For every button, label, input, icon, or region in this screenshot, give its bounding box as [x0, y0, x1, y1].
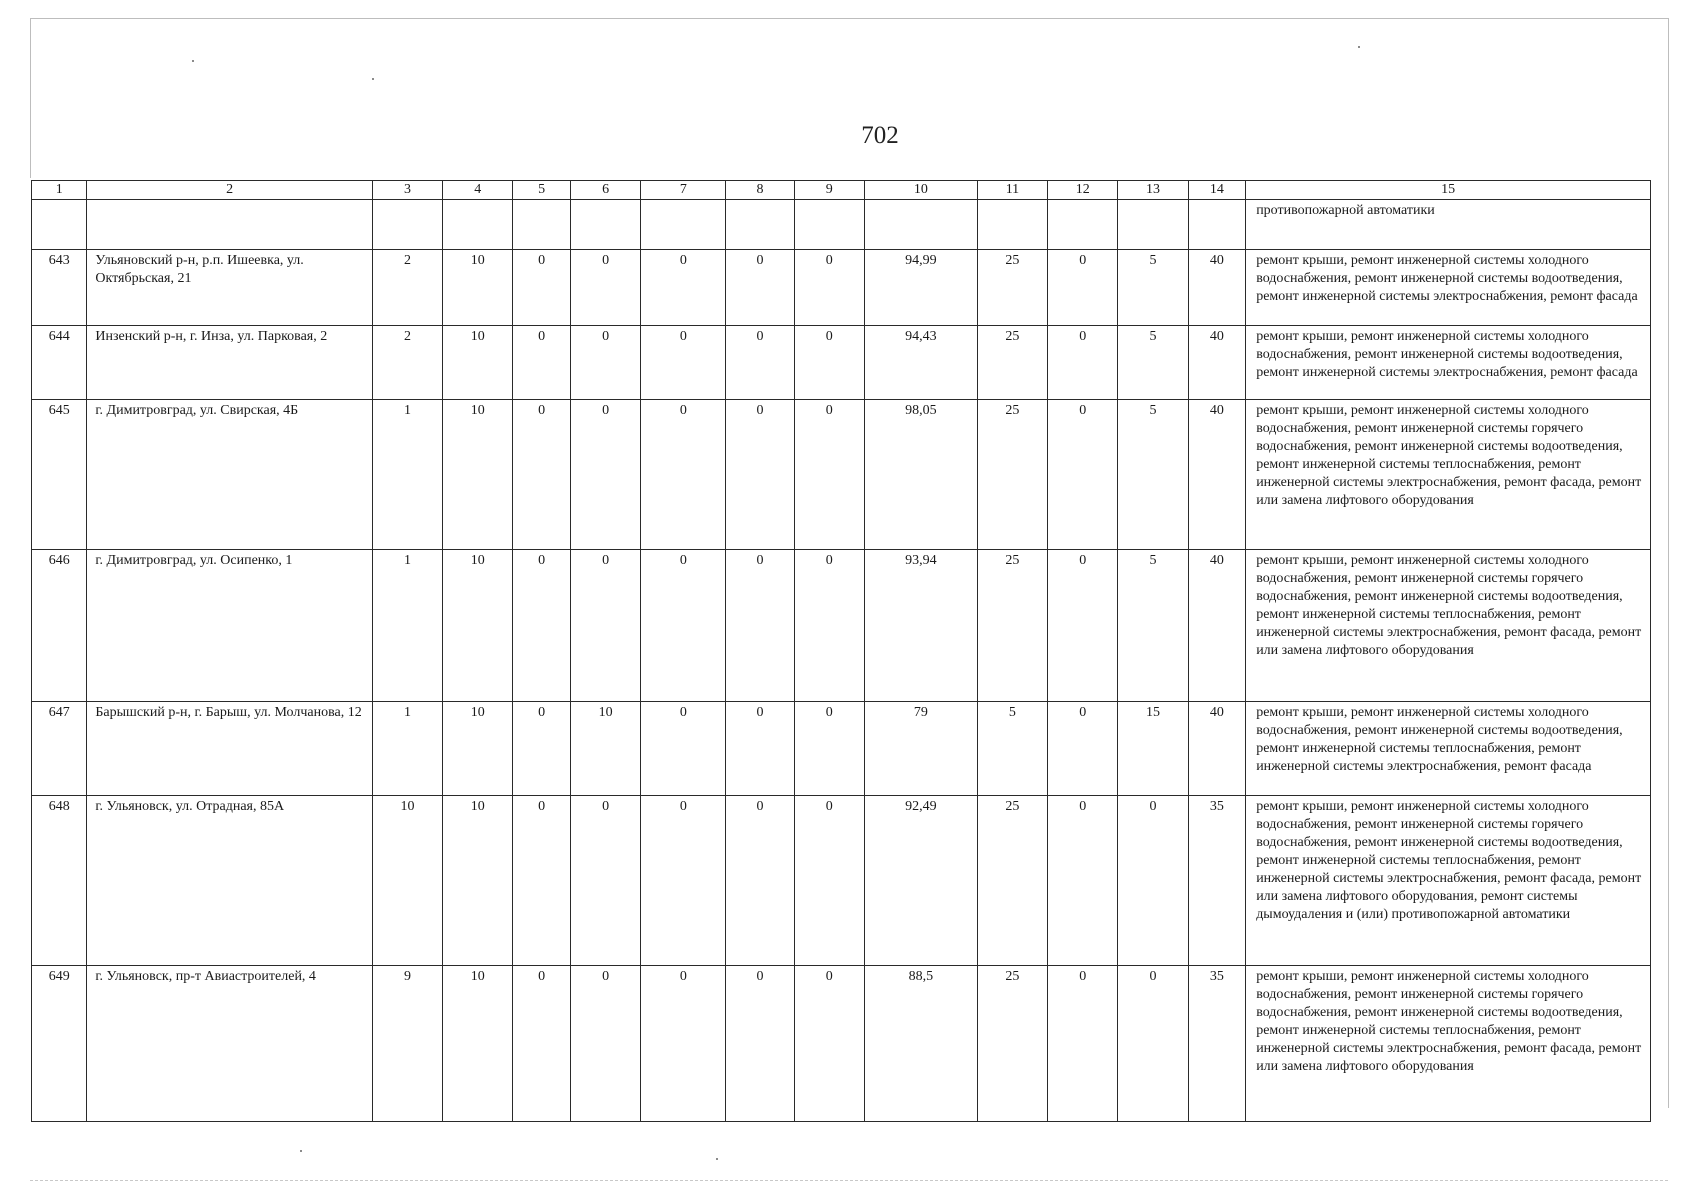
- value-cell: 25: [977, 250, 1047, 326]
- row-number: 646: [32, 550, 87, 702]
- column-header: 14: [1188, 181, 1246, 200]
- column-header: 3: [372, 181, 442, 200]
- value-cell: 15: [1118, 702, 1188, 796]
- value-cell: 0: [726, 966, 794, 1122]
- value-cell: 0: [570, 326, 640, 400]
- scan-speck: [300, 1150, 302, 1152]
- scan-frame-left: [30, 18, 31, 178]
- value-cell: 0: [1048, 326, 1118, 400]
- column-header: 1: [32, 181, 87, 200]
- value-cell: 40: [1188, 550, 1246, 702]
- column-header: 15: [1246, 181, 1651, 200]
- table-cell: [977, 200, 1047, 250]
- scan-frame-top: [30, 18, 1668, 19]
- continuation-row: [32, 200, 1651, 250]
- value-cell: 98,05: [864, 400, 977, 550]
- value-cell: 0: [570, 966, 640, 1122]
- value-cell: 0: [726, 702, 794, 796]
- value-cell: 5: [977, 702, 1047, 796]
- scan-frame-right: [1668, 18, 1669, 1108]
- table-row: [32, 400, 1651, 550]
- value-cell: 5: [1118, 326, 1188, 400]
- value-cell: 0: [794, 550, 864, 702]
- address-cell: г. Ульяновск, ул. Отрадная, 85А: [87, 796, 372, 966]
- scan-speck: [192, 60, 194, 62]
- column-header: 9: [794, 181, 864, 200]
- value-cell: 88,5: [864, 966, 977, 1122]
- scan-speck: [372, 78, 374, 80]
- value-cell: 0: [513, 966, 571, 1122]
- value-cell: 0: [513, 326, 571, 400]
- value-cell: 40: [1188, 400, 1246, 550]
- address-cell: Инзенский р-н, г. Инза, ул. Парковая, 2: [87, 326, 372, 400]
- value-cell: 35: [1188, 796, 1246, 966]
- row-number: 643: [32, 250, 87, 326]
- table-row: [32, 326, 1651, 400]
- row-number: 649: [32, 966, 87, 1122]
- address-cell: г. Димитровград, ул. Осипенко, 1: [87, 550, 372, 702]
- value-cell: 0: [794, 326, 864, 400]
- address-cell: Барышский р-н, г. Барыш, ул. Молчанова, 12: [87, 702, 372, 796]
- table-cell: [794, 200, 864, 250]
- value-cell: 10: [443, 250, 513, 326]
- value-cell: 0: [641, 550, 726, 702]
- column-header: 13: [1118, 181, 1188, 200]
- scan-speck: [1358, 46, 1360, 48]
- value-cell: 35: [1188, 966, 1246, 1122]
- repair-program-table: [31, 180, 1651, 1122]
- value-cell: 0: [726, 250, 794, 326]
- value-cell: 0: [570, 550, 640, 702]
- value-cell: 0: [1048, 966, 1118, 1122]
- table-row: [32, 702, 1651, 796]
- value-cell: 0: [641, 796, 726, 966]
- column-number-row: [32, 181, 1651, 200]
- value-cell: 25: [977, 550, 1047, 702]
- value-cell: 0: [513, 550, 571, 702]
- value-cell: 0: [1048, 250, 1118, 326]
- page-number: 702: [861, 122, 899, 149]
- works-cell: ремонт крыши, ремонт инженерной системы холодного водоснабжения, ремонт инженерной системы водоотведения, ремонт инженерной системы теплоснабжения, ремонт инженерной системы электроснабжения, ремонт фасада: [1246, 702, 1651, 796]
- value-cell: 0: [513, 702, 571, 796]
- address-cell: г. Димитровград, ул. Свирская, 4Б: [87, 400, 372, 550]
- value-cell: 0: [513, 400, 571, 550]
- value-cell: 0: [570, 400, 640, 550]
- value-cell: 0: [794, 702, 864, 796]
- row-number: 645: [32, 400, 87, 550]
- value-cell: 0: [513, 796, 571, 966]
- value-cell: 2: [372, 326, 442, 400]
- value-cell: 0: [1048, 702, 1118, 796]
- works-cell: ремонт крыши, ремонт инженерной системы холодного водоснабжения, ремонт инженерной системы горячего водоснабжения, ремонт инженерной системы водоотведения, ремонт инженерной системы теплоснабжения, ремонт инженерной системы электроснабжения, ремонт фасада, ремонт или замена лифтового оборудования, ремонт системы дымоудаления и (или) противопожарной автоматики: [1246, 796, 1651, 966]
- table-cell: [1048, 200, 1118, 250]
- table-cell: [864, 200, 977, 250]
- table-cell: [1188, 200, 1246, 250]
- value-cell: 0: [726, 796, 794, 966]
- table-cell: [32, 200, 87, 250]
- works-cell: ремонт крыши, ремонт инженерной системы холодного водоснабжения, ремонт инженерной системы горячего водоснабжения, ремонт инженерной системы водоотведения, ремонт инженерной системы теплоснабжения, ремонт инженерной системы электроснабжения, ремонт фасада, ремонт или замена лифтового оборудования: [1246, 966, 1651, 1122]
- value-cell: 10: [443, 550, 513, 702]
- value-cell: 92,49: [864, 796, 977, 966]
- row-number: 648: [32, 796, 87, 966]
- value-cell: 0: [726, 326, 794, 400]
- value-cell: 25: [977, 326, 1047, 400]
- address-cell: Ульяновский р-н, р.п. Ишеевка, ул. Октябрьская, 21: [87, 250, 372, 326]
- table-row: [32, 250, 1651, 326]
- value-cell: 93,94: [864, 550, 977, 702]
- value-cell: 0: [1048, 796, 1118, 966]
- scan-speck: [716, 1158, 718, 1160]
- value-cell: 10: [443, 966, 513, 1122]
- column-header: 11: [977, 181, 1047, 200]
- value-cell: 0: [570, 250, 640, 326]
- value-cell: 0: [1048, 550, 1118, 702]
- value-cell: 1: [372, 400, 442, 550]
- value-cell: 79: [864, 702, 977, 796]
- value-cell: 10: [443, 702, 513, 796]
- value-cell: 94,99: [864, 250, 977, 326]
- value-cell: 0: [641, 966, 726, 1122]
- value-cell: 1: [372, 550, 442, 702]
- value-cell: 25: [977, 966, 1047, 1122]
- works-cell: ремонт крыши, ремонт инженерной системы холодного водоснабжения, ремонт инженерной системы водоотведения, ремонт инженерной системы электроснабжения, ремонт фасада: [1246, 326, 1651, 400]
- value-cell: 94,43: [864, 326, 977, 400]
- value-cell: 5: [1118, 550, 1188, 702]
- value-cell: 0: [513, 250, 571, 326]
- value-cell: 0: [794, 796, 864, 966]
- value-cell: 10: [443, 400, 513, 550]
- address-cell: г. Ульяновск, пр-т Авиастроителей, 4: [87, 966, 372, 1122]
- value-cell: 1: [372, 702, 442, 796]
- value-cell: 0: [1118, 796, 1188, 966]
- column-header: 6: [570, 181, 640, 200]
- table-cell: [87, 200, 372, 250]
- value-cell: 0: [794, 966, 864, 1122]
- value-cell: 5: [1118, 400, 1188, 550]
- value-cell: 25: [977, 796, 1047, 966]
- column-header: 5: [513, 181, 571, 200]
- value-cell: 0: [1048, 400, 1118, 550]
- scan-frame-bottom: [30, 1180, 1668, 1181]
- column-header: 10: [864, 181, 977, 200]
- works-cell: ремонт крыши, ремонт инженерной системы холодного водоснабжения, ремонт инженерной системы горячего водоснабжения, ремонт инженерной системы водоотведения, ремонт инженерной системы теплоснабжения, ремонт инженерной системы электроснабжения, ремонт фасада, ремонт или замена лифтового оборудования: [1246, 550, 1651, 702]
- value-cell: 40: [1188, 702, 1246, 796]
- value-cell: 25: [977, 400, 1047, 550]
- column-header: 4: [443, 181, 513, 200]
- works-cell: ремонт крыши, ремонт инженерной системы холодного водоснабжения, ремонт инженерной системы горячего водоснабжения, ремонт инженерной системы водоотведения, ремонт инженерной системы теплоснабжения, ремонт инженерной системы электроснабжения, ремонт фасада, ремонт или замена лифтового оборудования: [1246, 400, 1651, 550]
- value-cell: 5: [1118, 250, 1188, 326]
- table-cell: [443, 200, 513, 250]
- column-header: 8: [726, 181, 794, 200]
- value-cell: 10: [443, 796, 513, 966]
- value-cell: 9: [372, 966, 442, 1122]
- value-cell: 0: [641, 250, 726, 326]
- value-cell: 0: [794, 400, 864, 550]
- works-cell: противопожарной автоматики: [1246, 200, 1651, 250]
- value-cell: 0: [726, 550, 794, 702]
- column-header: 12: [1048, 181, 1118, 200]
- table-row: [32, 796, 1651, 966]
- value-cell: 0: [726, 400, 794, 550]
- table-cell: [1118, 200, 1188, 250]
- value-cell: 0: [641, 400, 726, 550]
- value-cell: 2: [372, 250, 442, 326]
- value-cell: 40: [1188, 326, 1246, 400]
- table-cell: [570, 200, 640, 250]
- value-cell: 0: [641, 326, 726, 400]
- table-cell: [641, 200, 726, 250]
- table-cell: [513, 200, 571, 250]
- row-number: 644: [32, 326, 87, 400]
- value-cell: 10: [570, 702, 640, 796]
- column-header: 2: [87, 181, 372, 200]
- value-cell: 0: [1118, 966, 1188, 1122]
- value-cell: 0: [570, 796, 640, 966]
- value-cell: 10: [443, 326, 513, 400]
- table-cell: [726, 200, 794, 250]
- column-header: 7: [641, 181, 726, 200]
- value-cell: 0: [794, 250, 864, 326]
- row-number: 647: [32, 702, 87, 796]
- value-cell: 0: [641, 702, 726, 796]
- value-cell: 10: [372, 796, 442, 966]
- value-cell: 40: [1188, 250, 1246, 326]
- table-cell: [372, 200, 442, 250]
- works-cell: ремонт крыши, ремонт инженерной системы холодного водоснабжения, ремонт инженерной системы водоотведения, ремонт инженерной системы электроснабжения, ремонт фасада: [1246, 250, 1651, 326]
- table-row: [32, 550, 1651, 702]
- table-row: [32, 966, 1651, 1122]
